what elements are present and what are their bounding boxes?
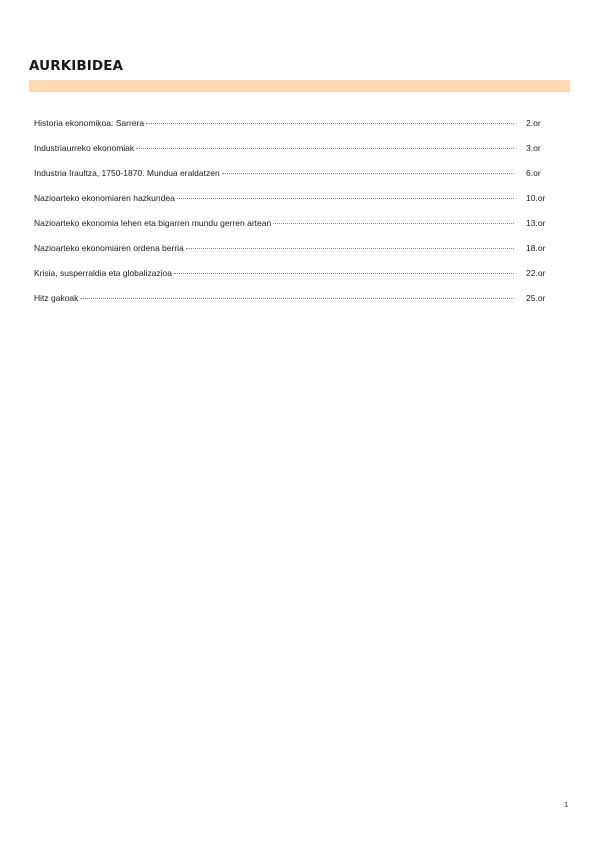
toc-entry[interactable] <box>34 218 548 243</box>
toc-entry-title: Industria Iraultza, 1750-1870. Mundua eraldatzen <box>34 168 220 178</box>
toc-entry-page: 3.or <box>526 143 541 153</box>
toc-leader-dots <box>186 248 514 249</box>
toc-entry[interactable] <box>34 243 548 268</box>
toc-entry-title: Nazioarteko ekonomia lehen eta bigarren mundu gerren artean <box>34 218 272 228</box>
toc-entry-title: Hitz gakoak <box>34 293 79 303</box>
toc-entry[interactable] <box>34 168 548 193</box>
toc-entry-page: 13.or <box>526 218 546 228</box>
toc-entry[interactable] <box>34 293 548 318</box>
toc-leader-dots <box>146 123 514 124</box>
toc-leader-dots <box>174 273 514 274</box>
toc-entry-title: Historia ekonomikoa: Sarrera <box>34 118 145 128</box>
toc-entry-page: 18.or <box>526 243 546 253</box>
table-of-contents <box>34 118 548 318</box>
toc-entry-title: Nazioarteko ekonomiaren ordena berria <box>34 243 184 253</box>
toc-entry-title: Industriaurreko ekonomiak <box>34 143 135 153</box>
toc-entry[interactable] <box>34 268 548 293</box>
toc-entry[interactable] <box>34 118 548 143</box>
toc-entry-page: 6.or <box>526 168 541 178</box>
page-number: 1 <box>564 800 569 809</box>
toc-entry-page: 2.or <box>526 118 541 128</box>
toc-leader-dots <box>177 198 514 199</box>
toc-entry-page: 25.or <box>526 293 546 303</box>
toc-entry-page: 22.or <box>526 268 546 278</box>
toc-entry-title: Nazioarteko ekonomiaren hazkundea <box>34 193 175 203</box>
toc-entry[interactable] <box>34 193 548 218</box>
page-title: AURKIBIDEA <box>29 58 124 74</box>
header-band <box>29 80 570 92</box>
toc-leader-dots <box>222 173 514 174</box>
toc-entry-title: Krisia, susperraldia eta globalizazioa <box>34 268 172 278</box>
toc-entry-page: 10.or <box>526 193 546 203</box>
toc-leader-dots <box>136 148 514 149</box>
toc-entry[interactable] <box>34 143 548 168</box>
toc-leader-dots <box>273 223 514 224</box>
toc-leader-dots <box>80 298 514 299</box>
